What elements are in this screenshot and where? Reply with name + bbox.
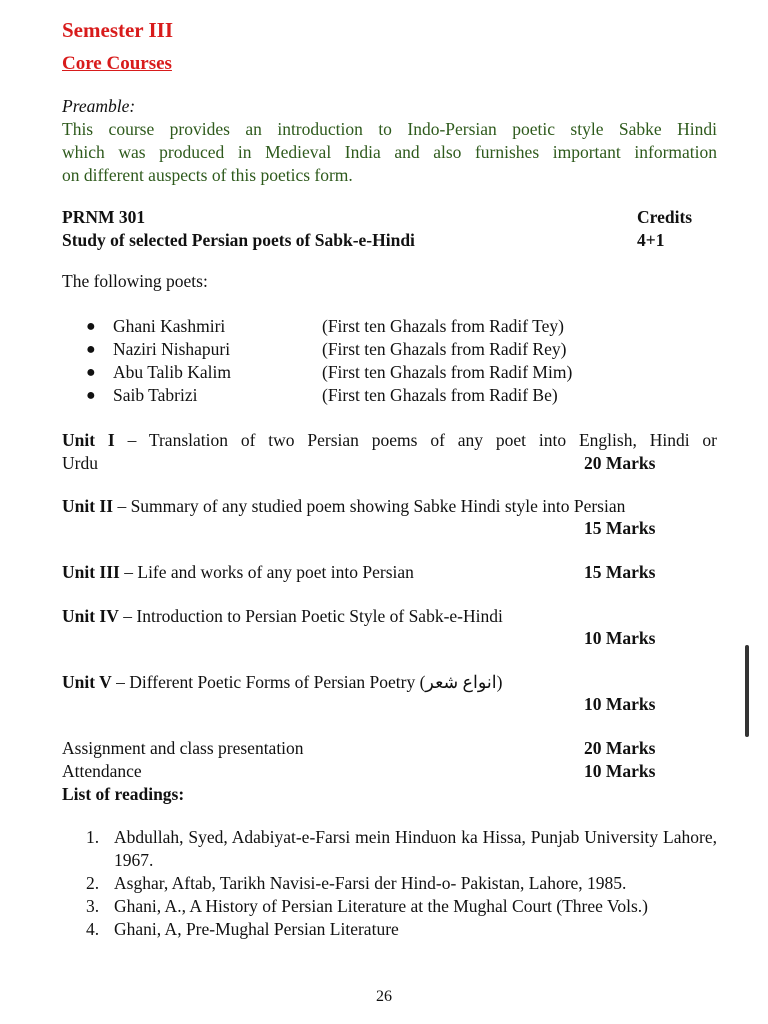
unit-marks: 15 Marks [584,562,656,582]
unit-label: Unit III [62,562,120,582]
unit-description: Unit I – Translation of two Persian poems of any poet into English, Hindi or [62,430,718,450]
poet-name: Naziri Nishapuri [113,339,231,359]
unit-marks: 10 Marks [584,694,656,714]
unit-text: Translation of two Persian poems of any poet into English, Hindi or [148,430,718,450]
assessment-marks: 20 Marks [584,738,656,758]
bullet-icon: ● [86,364,96,381]
unit-text: Introduction to Persian Poetic Style of Sabk-e-Hindi [136,606,503,626]
readings-list [86,826,717,941]
unit-text: Summary of any studied poem showing Sabke Hindi style into Persian [130,496,626,516]
preamble-text [62,118,717,187]
poet-name: Abu Talib Kalim [113,362,232,382]
unit-marks: 15 Marks [584,518,656,538]
reading-number: 2. [86,873,100,893]
unit-3 [62,561,717,584]
reading-number: 3. [86,896,100,916]
unit-4 [62,605,717,648]
unit-description: Unit V – Different Poetic Forms of Persian Poetry (انواع شعر) [62,672,503,692]
preamble-line: This course provides an introduction to Indo-Persian poetic style Sabke Hindi [62,119,717,139]
unit-arabic-text: (انواع شعر) [419,672,503,692]
credits-label: Credits [637,207,693,227]
unit-description: Unit IV – Introduction to Persian Poetic Style of Sabk-e-Hindi [62,606,503,626]
poet-name: Ghani Kashmiri [113,316,226,336]
unit-text: Different Poetic Forms of Persian Poetry [129,672,416,692]
unit-label: Unit I [62,430,115,450]
unit-2 [62,495,717,538]
assessment-label: Attendance [62,761,142,781]
poet-note: (First ten Ghazals from Radif Rey) [322,339,567,359]
unit-5 [62,671,717,714]
preamble-label: Preamble: [62,96,136,116]
unit-marks: 10 Marks [584,628,656,648]
bullet-icon: ● [86,318,96,335]
section-title: Core Courses [62,53,172,74]
unit-1 [62,429,717,475]
unit-label: Unit V [62,672,112,692]
poet-note: (First ten Ghazals from Radif Tey) [322,316,564,336]
reading-text: Asghar, Aftab, Tarikh Navisi-e-Farsi der Hind-o- Pakistan, Lahore, 1985. [114,873,627,893]
unit-description: Unit III – Life and works of any poet into Persian [62,562,414,582]
reading-text: Ghani, A, Pre-Mughal Persian Literature [114,919,399,939]
reading-text: Ghani, A., A History of Persian Literature at the Mughal Court (Three Vols.) [114,896,648,916]
preamble-line: on different auspects of this poetics form. [62,165,353,185]
credits-value: 4+1 [637,230,665,250]
list-item [86,895,717,918]
bullet-icon: ● [86,387,96,404]
reading-number: 4. [86,919,100,939]
unit-description: Unit II – Summary of any studied poem showing Sabke Hindi style into Persian [62,496,626,516]
poet-note: (First ten Ghazals from Radif Be) [322,385,558,405]
assessment-marks: 10 Marks [584,761,656,781]
unit-label: Unit IV [62,606,119,626]
reading-number: 1. [86,827,100,847]
poets-intro: The following poets: [62,271,208,291]
list-item [86,826,717,872]
page-number: 26 [376,988,392,1005]
unit-marks: 20 Marks [584,453,656,473]
poet-note: (First ten Ghazals from Radif Mim) [322,362,573,382]
assessment-label: Assignment and class presentation [62,738,304,758]
preamble-line: which was produced in Medieval India and also furnishes important information [62,142,717,162]
readings-title: List of readings: [62,784,185,804]
course-code: PRNM 301 [62,207,146,227]
list-item [86,872,717,895]
scrollbar-thumb[interactable] [745,645,749,737]
reading-text: Abdullah, Syed, Adabiyat-e-Farsi mein Hinduon ka Hissa, Punjab University Lahore, 1967. [114,827,717,870]
unit-text: Life and works of any poet into Persian [137,562,414,582]
course-title: Study of selected Persian poets of Sabk-e-Hindi [62,230,415,250]
unit-text-cont: Urdu [62,453,98,473]
unit-label: Unit II [62,496,114,516]
list-item [86,918,717,941]
bullet-icon: ● [86,341,96,358]
semester-title: Semester III [62,18,174,42]
poet-name: Saib Tabrizi [113,385,198,405]
